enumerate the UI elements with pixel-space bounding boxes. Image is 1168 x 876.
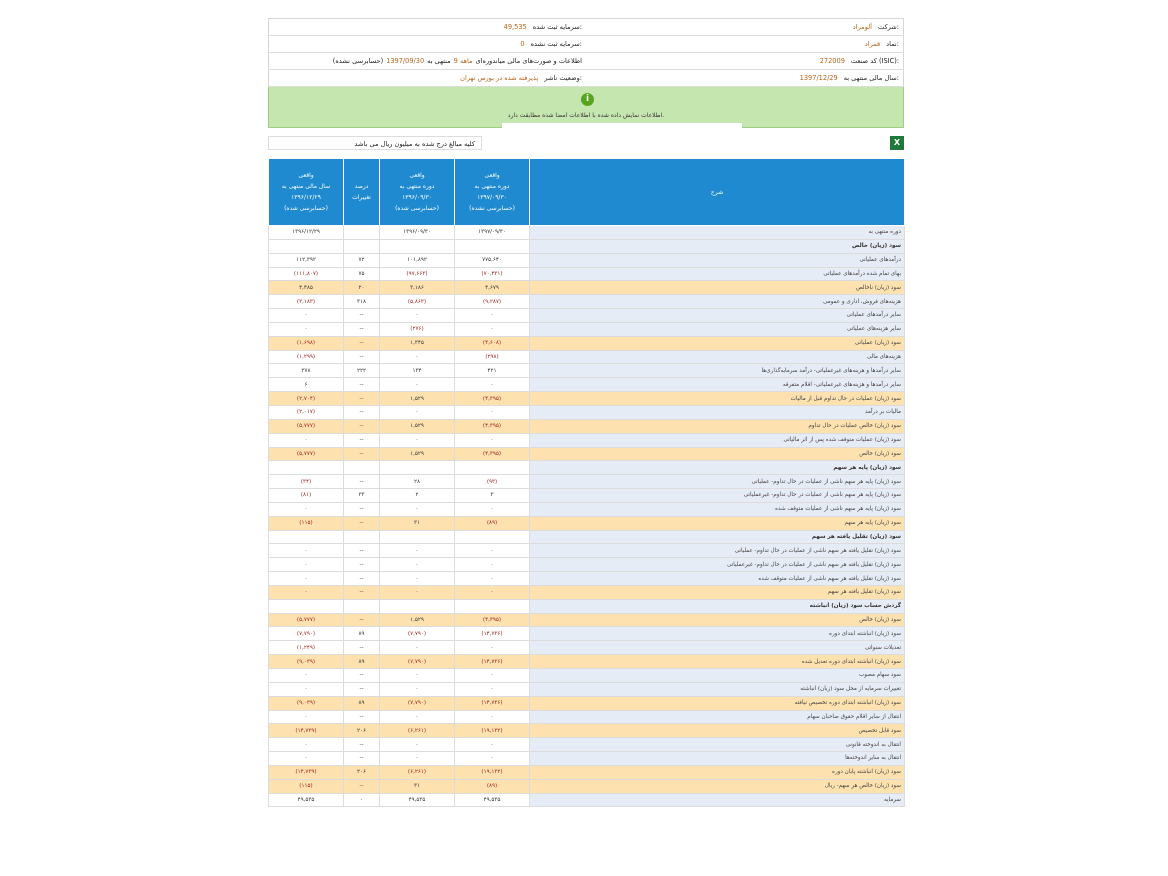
value-fy-1396: ۰ xyxy=(269,752,344,766)
value-fy-1396: ۰ xyxy=(269,710,344,724)
value-period-1396: ۱۳۴ xyxy=(380,364,455,378)
row-label: سود (زیان) خالص هر سهم- ریال xyxy=(530,779,905,793)
value-period-1397: (۲۹۸) xyxy=(455,350,530,364)
unregistered-capital-label: سرمایه ثبت نشده: xyxy=(530,40,582,48)
unregistered-capital-value: 0 xyxy=(520,40,525,48)
value-change-percent: ۲۰۶ xyxy=(344,724,380,738)
row-label: سایر درآمدها و هزینه‌های غیرعملیاتی- درآمد سرمایه‌گذاری‌ها xyxy=(530,364,905,378)
value-period-1396: (۶,۲۶۱) xyxy=(380,724,455,738)
value-period-1397: ۰ xyxy=(455,752,530,766)
value-fy-1396: (۷,۷۹۰) xyxy=(269,627,344,641)
value-period-1396: (۷,۷۹۰) xyxy=(380,696,455,710)
report-text: اطلاعات و صورت‌های مالی میاندوره‌ای xyxy=(475,57,582,65)
row-label: سود (زیان) عملیات متوقف شده پس از اثر مالیاتی xyxy=(530,433,905,447)
value-period-1396: ۰ xyxy=(380,669,455,683)
value-period-1397 xyxy=(455,461,530,475)
value-fy-1396: ۰ xyxy=(269,669,344,683)
value-fy-1396 xyxy=(269,530,344,544)
table-row xyxy=(269,558,905,572)
table-row xyxy=(269,226,905,240)
value-period-1396: (۵,۸۶۳) xyxy=(380,295,455,309)
company-value: آلومراد xyxy=(852,23,872,31)
value-fy-1396: ۴,۴۸۵ xyxy=(269,281,344,295)
value-period-1397: (۹,۲۸۷) xyxy=(455,295,530,309)
unit-bar xyxy=(268,134,904,154)
value-fy-1396: (۱۴,۷۳۹) xyxy=(269,724,344,738)
table-row xyxy=(269,267,905,281)
table-row xyxy=(269,613,905,627)
capital-label: سرمایه ثبت شده: xyxy=(532,23,582,31)
income-statement-table xyxy=(268,158,905,807)
row-label: سایر درآمدهای عملیاتی xyxy=(530,309,905,323)
value-change-percent: -- xyxy=(344,447,380,461)
table-row xyxy=(269,350,905,364)
value-change-percent: -- xyxy=(344,475,380,489)
value-period-1396: ۱,۵۲۹ xyxy=(380,419,455,433)
value-period-1397 xyxy=(455,530,530,544)
value-change-percent: ۸۹ xyxy=(344,696,380,710)
value-period-1397: ۴۲۱ xyxy=(455,364,530,378)
row-label: درآمدهای عملیاتی xyxy=(530,253,905,267)
value-period-1397: (۱۴,۷۳۶) xyxy=(455,627,530,641)
value-period-1396: ۰ xyxy=(380,502,455,516)
value-period-1396 xyxy=(380,599,455,613)
isic-value: 272009 xyxy=(819,57,845,65)
publisher-value: پذیرفته شده در بورس تهران xyxy=(460,74,539,82)
company-info xyxy=(268,18,904,87)
value-change-percent: -- xyxy=(344,350,380,364)
fiscal-year-value: 1397/12/29 xyxy=(799,74,838,82)
value-period-1397: ۰ xyxy=(455,322,530,336)
table-row xyxy=(269,765,905,779)
row-label: گردش حساب سود (زیان) انباشته xyxy=(530,599,905,613)
value-change-percent: -- xyxy=(344,641,380,655)
info-icon: i xyxy=(581,93,594,106)
table-row xyxy=(269,378,905,392)
value-period-1396: ۰ xyxy=(380,738,455,752)
table-row xyxy=(269,364,905,378)
row-label: سایر هزینه‌های عملیاتی xyxy=(530,322,905,336)
value-period-1396: ۰ xyxy=(380,309,455,323)
value-change-percent: -- xyxy=(344,516,380,530)
table-row xyxy=(269,738,905,752)
row-label: سود (زیان) پایه هر سهم xyxy=(530,516,905,530)
value-fy-1396: (۲,۷۰۴) xyxy=(269,392,344,406)
value-change-percent: -- xyxy=(344,585,380,599)
value-period-1396: ۰ xyxy=(380,378,455,392)
report-text-mid: منتهی به xyxy=(427,57,451,65)
value-period-1396 xyxy=(380,461,455,475)
value-period-1397: (۱۹,۱۳۲) xyxy=(455,724,530,738)
value-fy-1396: (۱۱۱,۸۰۷) xyxy=(269,267,344,281)
table-row xyxy=(269,530,905,544)
value-change-percent xyxy=(344,226,380,240)
value-change-percent: -- xyxy=(344,752,380,766)
row-label: سود (زیان) انباشته ابتدای دوره تخصیص نیافته xyxy=(530,696,905,710)
value-fy-1396: (۳,۱۸۳) xyxy=(269,295,344,309)
value-period-1396: (۷,۷۹۰) xyxy=(380,655,455,669)
table-row xyxy=(269,724,905,738)
value-period-1396: ۱,۵۲۹ xyxy=(380,392,455,406)
value-change-percent: -- xyxy=(344,572,380,586)
row-label: سرمایه xyxy=(530,793,905,807)
value-period-1397: ۰ xyxy=(455,502,530,516)
row-label: هزینه‌های مالی xyxy=(530,350,905,364)
value-change-percent: ۷۲ xyxy=(344,253,380,267)
value-change-percent: -- xyxy=(344,392,380,406)
row-label: سود (زیان) تقلیل یافته هر سهم ناشی از عملیات متوقف شده xyxy=(530,572,905,586)
row-label: سود (زیان) خالص xyxy=(530,447,905,461)
value-period-1397: ۷۷۵,۶۴۰ xyxy=(455,253,530,267)
value-period-1396: ۰ xyxy=(380,572,455,586)
value-period-1396: ۰ xyxy=(380,682,455,696)
table-row xyxy=(269,489,905,503)
value-fy-1396: (۱۱۵) xyxy=(269,516,344,530)
value-change-percent: ۸۹ xyxy=(344,627,380,641)
value-change-percent: ۷۵ xyxy=(344,267,380,281)
value-period-1396: ۱,۵۲۹ xyxy=(380,613,455,627)
table-row xyxy=(269,322,905,336)
table-row xyxy=(269,405,905,419)
header-change-percent: درصد تغییرات xyxy=(344,159,380,226)
row-label: سود (زیان) پایه هر سهم xyxy=(530,461,905,475)
table-header-row xyxy=(269,159,905,226)
value-period-1396: ۲۸ xyxy=(380,475,455,489)
row-label: سود (زیان) خالص xyxy=(530,239,905,253)
value-fy-1396: ۰ xyxy=(269,585,344,599)
value-period-1397: (۸۹) xyxy=(455,779,530,793)
financial-statement-sheet xyxy=(268,18,904,807)
value-period-1396: ۰ xyxy=(380,558,455,572)
value-period-1396: ۰ xyxy=(380,350,455,364)
value-period-1397: (۹۳) xyxy=(455,475,530,489)
row-label: سایر درآمدها و هزینه‌های غیرعملیاتی- اقلام متفرقه xyxy=(530,378,905,392)
value-fy-1396: ۰ xyxy=(269,572,344,586)
value-fy-1396: (۵,۷۷۷) xyxy=(269,613,344,627)
value-period-1396: ۰ xyxy=(380,585,455,599)
table-row xyxy=(269,752,905,766)
symbol-label: نماد: xyxy=(886,40,899,48)
table-row xyxy=(269,655,905,669)
table-row xyxy=(269,710,905,724)
value-change-percent: -- xyxy=(344,779,380,793)
value-period-1396: (۷,۷۹۰) xyxy=(380,627,455,641)
value-fy-1396: (۲,۰۱۷) xyxy=(269,405,344,419)
value-period-1397: ۰ xyxy=(455,433,530,447)
value-period-1397: (۴,۶۰۸) xyxy=(455,336,530,350)
value-change-percent: -- xyxy=(344,378,380,392)
row-label: سود (زیان) پایه هر سهم ناشی از عملیات در حال تداوم- غیرعملیاتی xyxy=(530,489,905,503)
value-change-percent: ۸۹ xyxy=(344,655,380,669)
value-change-percent: ۲۰ xyxy=(344,281,380,295)
row-label: مالیات بر درآمد xyxy=(530,405,905,419)
table-row xyxy=(269,475,905,489)
value-period-1396: ۲ xyxy=(380,489,455,503)
unit-note: کلیه مبالغ درج شده به میلیون ریال می باشد xyxy=(268,136,482,150)
row-label: تعدیلات سنواتی xyxy=(530,641,905,655)
notice-tab-gap xyxy=(502,123,742,129)
value-period-1397: (۸۹) xyxy=(455,516,530,530)
table-row xyxy=(269,696,905,710)
row-label: سود (زیان) انباشته ابتدای دوره تعدیل شده xyxy=(530,655,905,669)
value-fy-1396: (۵,۷۷۷) xyxy=(269,419,344,433)
value-change-percent: -- xyxy=(344,502,380,516)
table-row xyxy=(269,779,905,793)
table-row xyxy=(269,336,905,350)
value-fy-1396 xyxy=(269,239,344,253)
row-label: سود (زیان) انباشته پایان دوره xyxy=(530,765,905,779)
value-fy-1396: (۱۱۵) xyxy=(269,779,344,793)
value-period-1396: ۱,۳۴۵ xyxy=(380,336,455,350)
value-change-percent: -- xyxy=(344,433,380,447)
value-fy-1396: ۰ xyxy=(269,309,344,323)
table-row xyxy=(269,295,905,309)
value-fy-1396: ۰ xyxy=(269,433,344,447)
value-period-1396 xyxy=(380,530,455,544)
table-row xyxy=(269,281,905,295)
value-period-1397: (۱۴,۷۳۶) xyxy=(455,696,530,710)
table-row xyxy=(269,502,905,516)
value-fy-1396: (۹,۰۳۹) xyxy=(269,696,344,710)
value-change-percent: -- xyxy=(344,309,380,323)
value-period-1397: ۰ xyxy=(455,738,530,752)
row-label: سود (زیان) انباشته ابتدای دوره xyxy=(530,627,905,641)
table-row xyxy=(269,641,905,655)
value-period-1397: ۰ xyxy=(455,405,530,419)
value-fy-1396: ۰ xyxy=(269,738,344,752)
publisher-label: وضعیت ناشر: xyxy=(544,74,582,82)
row-label: انتقال از سایر اقلام حقوق صاحبان سهام xyxy=(530,710,905,724)
value-period-1396: ۰ xyxy=(380,752,455,766)
value-fy-1396: ۴۹,۵۳۵ xyxy=(269,793,344,807)
table-row xyxy=(269,682,905,696)
value-period-1397: (۴,۳۹۵) xyxy=(455,613,530,627)
value-change-percent: -- xyxy=(344,738,380,752)
value-change-percent: -- xyxy=(344,682,380,696)
value-period-1397: ۰ xyxy=(455,682,530,696)
table-row xyxy=(269,433,905,447)
value-fy-1396 xyxy=(269,599,344,613)
value-period-1396: ۳۱ xyxy=(380,779,455,793)
table-row xyxy=(269,253,905,267)
table-row xyxy=(269,419,905,433)
value-period-1397: (۴,۳۹۵) xyxy=(455,419,530,433)
table-row xyxy=(269,669,905,683)
value-period-1396: ۰ xyxy=(380,405,455,419)
value-period-1396: ۰ xyxy=(380,544,455,558)
row-label: سود (زیان) تقلیل یافته هر سهم ناشی از عملیات در حال تداوم- غیرعملیاتی xyxy=(530,558,905,572)
value-period-1397: (۱۴,۷۳۶) xyxy=(455,655,530,669)
value-fy-1396: ۰ xyxy=(269,682,344,696)
excel-export-icon[interactable]: X xyxy=(890,136,904,150)
row-label: سود (زیان) عملیات در حال تداوم قبل از مالیات xyxy=(530,392,905,406)
row-label: سود (زیان) خالص xyxy=(530,613,905,627)
value-period-1397: ۰ xyxy=(455,585,530,599)
report-audit: (حسابرسی نشده) xyxy=(332,57,384,65)
value-fy-1396: (۸۱) xyxy=(269,489,344,503)
report-months: 9 ماهه xyxy=(453,57,473,65)
report-date: 1397/09/30 xyxy=(386,57,425,65)
value-fy-1396: (۱,۶۹۸) xyxy=(269,336,344,350)
value-period-1396: ۱,۵۲۹ xyxy=(380,447,455,461)
fiscal-year-label: سال مالی منتهی به: xyxy=(843,74,899,82)
row-label: انتقال به اندوخته قانونی xyxy=(530,738,905,752)
value-fy-1396: (۱,۲۴۹) xyxy=(269,641,344,655)
row-label: بهای تمام شده درآمدهای عملیاتی xyxy=(530,267,905,281)
header-fy-1396: واقعی سال مالی منتهی به ۱۳۹۶/۱۲/۲۹ (حسابرسی شده) xyxy=(269,159,344,226)
value-change-percent: -- xyxy=(344,558,380,572)
table-row xyxy=(269,627,905,641)
value-period-1397: ۳ xyxy=(455,489,530,503)
table-row xyxy=(269,599,905,613)
value-fy-1396: (۵,۷۷۷) xyxy=(269,447,344,461)
value-period-1397: (۷۰,۴۳۱) xyxy=(455,267,530,281)
row-label: سود (زیان) تقلیل یافته هر سهم xyxy=(530,530,905,544)
table-row xyxy=(269,793,905,807)
row-label: تغییرات سرمایه از محل سود (زیان) انباشته xyxy=(530,682,905,696)
row-label: سود (زیان) عملیاتی xyxy=(530,336,905,350)
value-fy-1396: ۰ xyxy=(269,558,344,572)
value-change-percent: -- xyxy=(344,336,380,350)
value-period-1396: ۱۳۹۶/۰۹/۳۰ xyxy=(380,226,455,240)
value-period-1397: ۰ xyxy=(455,309,530,323)
value-fy-1396: ۱۱۲,۳۹۲ xyxy=(269,253,344,267)
value-change-percent: -- xyxy=(344,613,380,627)
row-label: سود قابل تخصیص xyxy=(530,724,905,738)
value-period-1396: ۰ xyxy=(380,710,455,724)
value-fy-1396: ۰ xyxy=(269,322,344,336)
value-change-percent xyxy=(344,461,380,475)
row-label: سود (زیان) ناخالص xyxy=(530,281,905,295)
value-period-1397: (۴,۳۹۵) xyxy=(455,392,530,406)
value-change-percent: -- xyxy=(344,405,380,419)
value-change-percent xyxy=(344,599,380,613)
value-period-1397: ۴,۶۷۹ xyxy=(455,281,530,295)
value-fy-1396: ۰ xyxy=(269,502,344,516)
capital-value: 49,535 xyxy=(503,23,527,31)
value-change-percent: -- xyxy=(344,419,380,433)
row-label: سود (زیان) پایه هر سهم ناشی از عملیات متوقف شده xyxy=(530,502,905,516)
value-period-1397: ۰ xyxy=(455,641,530,655)
value-fy-1396: ۱۳۹۶/۱۲/۲۹ xyxy=(269,226,344,240)
table-row xyxy=(269,392,905,406)
row-label: دوره منتهی به xyxy=(530,226,905,240)
row-label: سود (زیان) خالص عملیات در حال تداوم xyxy=(530,419,905,433)
isic-label: کد صنعت (ISIC): xyxy=(850,57,899,65)
value-period-1397: ۰ xyxy=(455,544,530,558)
value-period-1397: (۱۹,۱۳۲) xyxy=(455,765,530,779)
table-row xyxy=(269,447,905,461)
value-period-1397: (۴,۳۹۵) xyxy=(455,447,530,461)
value-period-1396: ۴۹,۵۳۵ xyxy=(380,793,455,807)
value-period-1397: ۱۳۹۷/۰۹/۳۰ xyxy=(455,226,530,240)
value-change-percent: ۳۱۸ xyxy=(344,295,380,309)
table-row xyxy=(269,461,905,475)
value-fy-1396: (۹,۰۳۹) xyxy=(269,655,344,669)
notice-text: اطلاعات نمایش داده شده با اطلاعات امضا شده مطابقت دارد. xyxy=(507,112,665,119)
table-row xyxy=(269,544,905,558)
value-fy-1396 xyxy=(269,461,344,475)
row-label: سود سهام مصوب xyxy=(530,669,905,683)
value-period-1396 xyxy=(380,239,455,253)
row-label: انتقال به سایر اندوخته‌ها xyxy=(530,752,905,766)
value-change-percent: ۳۳ xyxy=(344,489,380,503)
value-period-1396: (۶,۲۶۱) xyxy=(380,765,455,779)
table-row xyxy=(269,309,905,323)
value-period-1396: ۳۱ xyxy=(380,516,455,530)
table-row xyxy=(269,516,905,530)
row-label: سود (زیان) تقلیل یافته هر سهم xyxy=(530,585,905,599)
value-period-1396: ۱۰۱,۸۹۲ xyxy=(380,253,455,267)
value-fy-1396: (۳۴) xyxy=(269,475,344,489)
value-period-1397: ۰ xyxy=(455,669,530,683)
value-period-1396: (۲۷۶) xyxy=(380,322,455,336)
value-period-1396: ۰ xyxy=(380,641,455,655)
value-change-percent xyxy=(344,239,380,253)
value-period-1397: ۰ xyxy=(455,710,530,724)
value-fy-1396: ۶ xyxy=(269,378,344,392)
table-row xyxy=(269,572,905,586)
header-period-1397: واقعی دوره منتهی به ۱۳۹۷/۰۹/۳۰ (حسابرسی نشده) xyxy=(455,159,530,226)
header-description: شرح xyxy=(530,159,905,226)
value-change-percent: -- xyxy=(344,710,380,724)
row-label: سود (زیان) تقلیل یافته هر سهم ناشی از عملیات در حال تداوم- عملیاتی xyxy=(530,544,905,558)
value-period-1397: ۰ xyxy=(455,378,530,392)
value-change-percent xyxy=(344,530,380,544)
company-label: شرکت: xyxy=(877,23,899,31)
value-fy-1396: ۰ xyxy=(269,544,344,558)
value-period-1396: ۰ xyxy=(380,433,455,447)
value-period-1397: ۴۹,۵۳۵ xyxy=(455,793,530,807)
value-change-percent: ۲۲۲ xyxy=(344,364,380,378)
value-period-1397: ۰ xyxy=(455,572,530,586)
value-period-1396: ۳,۱۸۶ xyxy=(380,281,455,295)
value-period-1397 xyxy=(455,599,530,613)
value-change-percent: -- xyxy=(344,669,380,683)
row-label: سود (زیان) پایه هر سهم ناشی از عملیات در حال تداوم- عملیاتی xyxy=(530,475,905,489)
symbol-value: قمراد xyxy=(864,40,881,48)
table-row xyxy=(269,239,905,253)
value-fy-1396: ۳۷۸ xyxy=(269,364,344,378)
value-change-percent: ۲۰۶ xyxy=(344,765,380,779)
header-period-1396: واقعی دوره منتهی به ۱۳۹۶/۰۹/۳۰ (حسابرسی شده) xyxy=(380,159,455,226)
verification-notice xyxy=(268,87,904,128)
value-period-1397: ۰ xyxy=(455,558,530,572)
value-change-percent: ۰ xyxy=(344,793,380,807)
value-change-percent: -- xyxy=(344,544,380,558)
value-fy-1396: (۱,۲۹۹) xyxy=(269,350,344,364)
row-label: هزینه‌های فروش، اداری و عمومی xyxy=(530,295,905,309)
table-row xyxy=(269,585,905,599)
value-period-1397 xyxy=(455,239,530,253)
value-fy-1396: (۱۴,۷۳۹) xyxy=(269,765,344,779)
value-period-1396: (۹۷,۶۶۳) xyxy=(380,267,455,281)
value-change-percent: -- xyxy=(344,322,380,336)
